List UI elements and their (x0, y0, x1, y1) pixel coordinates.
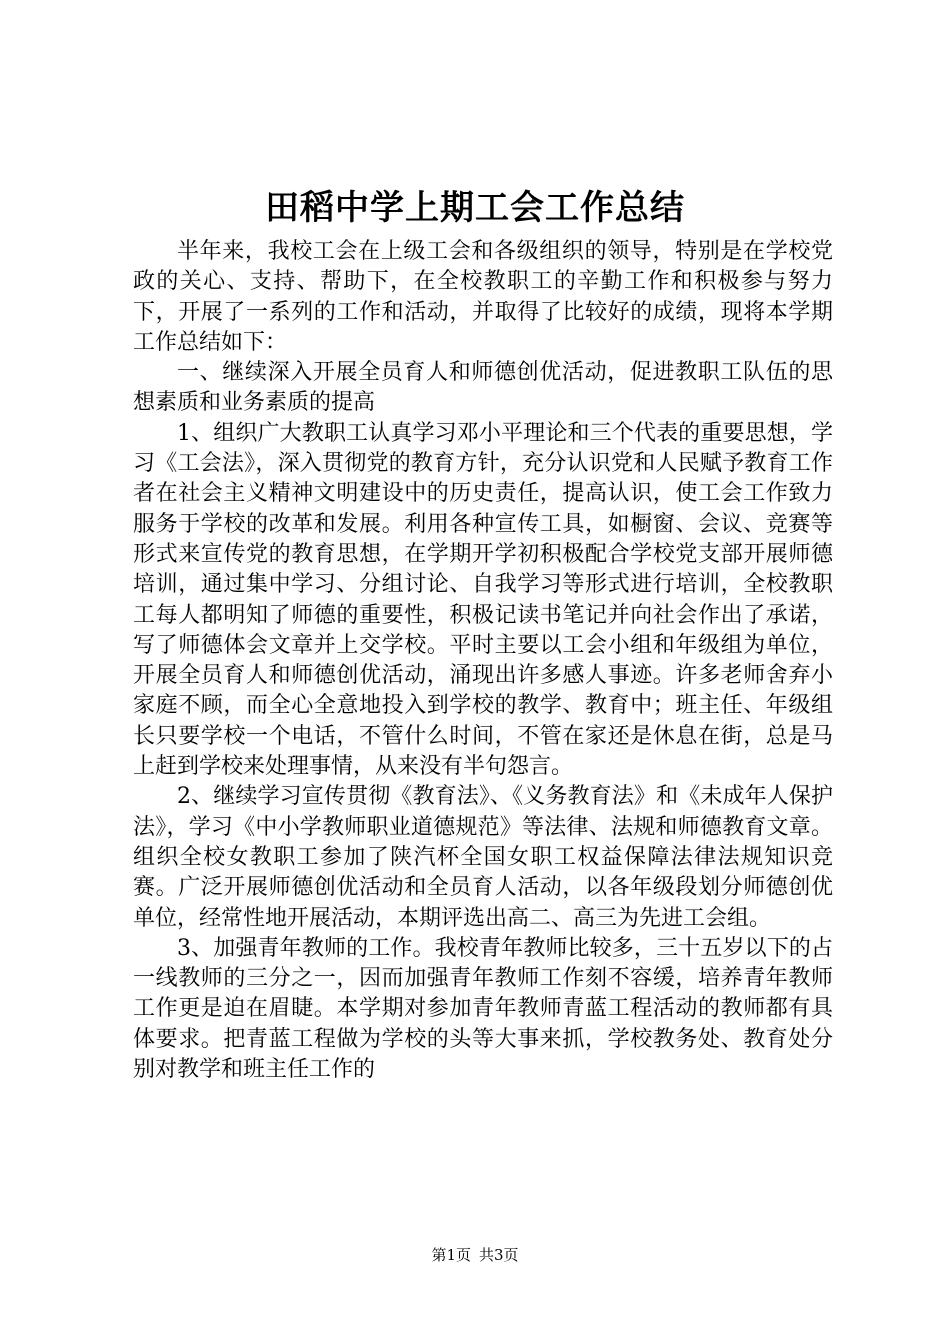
page-number: 第1页 (431, 1246, 471, 1264)
page-total: 共3页 (479, 1246, 519, 1264)
paragraph-item-1: 1、组织广大教职工认真学习邓小平理论和三个代表的重要思想，学习《工会法》，深入贯彻党的教育方针，充分认识党和人民赋予教育工作者在社会主义精神文明建设中的历史责任，提高认识，使工会工作致力服务于学校的改革和发展。利用各种宣传工具，如橱窗、会议、竞赛等形式来宣传党的教育思想，在学期开学初积极配合学校党支部开展师德培训，通过集中学习、分组讨论、自我学习等形式进行培训，全校教职工每人都明知了师德的重要性，积极记读书笔记并向社会作出了承诺，写了师德体会文章并上交学校。平时主要以工会小组和年级组为单位，开展全员育人和师德创优活动，涌现出许多感人事迹。许多老师舍弃小家庭不顾，而全心全意地投入到学校的教学、教育中；班主任、年级组长只要学校一个电话，不管什么时间，不管在家还是休息在街，总是马上赶到学校来处理事情，从来没有半句怨言。 (133, 420, 833, 780)
paragraph-item-2: 2、继续学习宣传贯彻《教育法》、《义务教育法》和《未成年人保护法》，学习《中小学教师职业道德规范》等法律、法规和师德教育文章。组织全校女教职工参加了陕汽杯全国女职工权益保障法律法规知识竞赛。广泛开展师德创优活动和全员育人活动，以各年级段划分师德创优单位，经常性地开展活动，本期评选出高二、高三为先进工会组。 (133, 784, 833, 931)
page-footer (0, 1245, 950, 1265)
paragraph-section-heading: 一、继续深入开展全员育人和师德创优活动，促进教职工队伍的思想素质和业务素质的提高 (133, 360, 833, 416)
document-body (133, 237, 833, 1085)
paragraph-item-3: 3、加强青年教师的工作。我校青年教师比较多，三十五岁以下的占一线教师的三分之一，因而加强青年教师工作刻不容缓，培养青年教师工作更是迫在眉睫。本学期对参加青年教师青蓝工程活动的教师都有具体要求。把青蓝工程做为学校的头等大事来抓，学校教务处、教育处分别对教学和班主任工作的 (133, 935, 833, 1083)
paragraph-intro: 半年来，我校工会在上级工会和各级组织的领导，特别是在学校党政的关心、支持、帮助下，在全校教职工的辛勤工作和积极参与努力下，开展了一系列的工作和活动，并取得了比较好的成绩，现将本学期工作总结如下： (133, 239, 833, 355)
document-title: 田稻中学上期工会工作总结 (265, 188, 685, 228)
